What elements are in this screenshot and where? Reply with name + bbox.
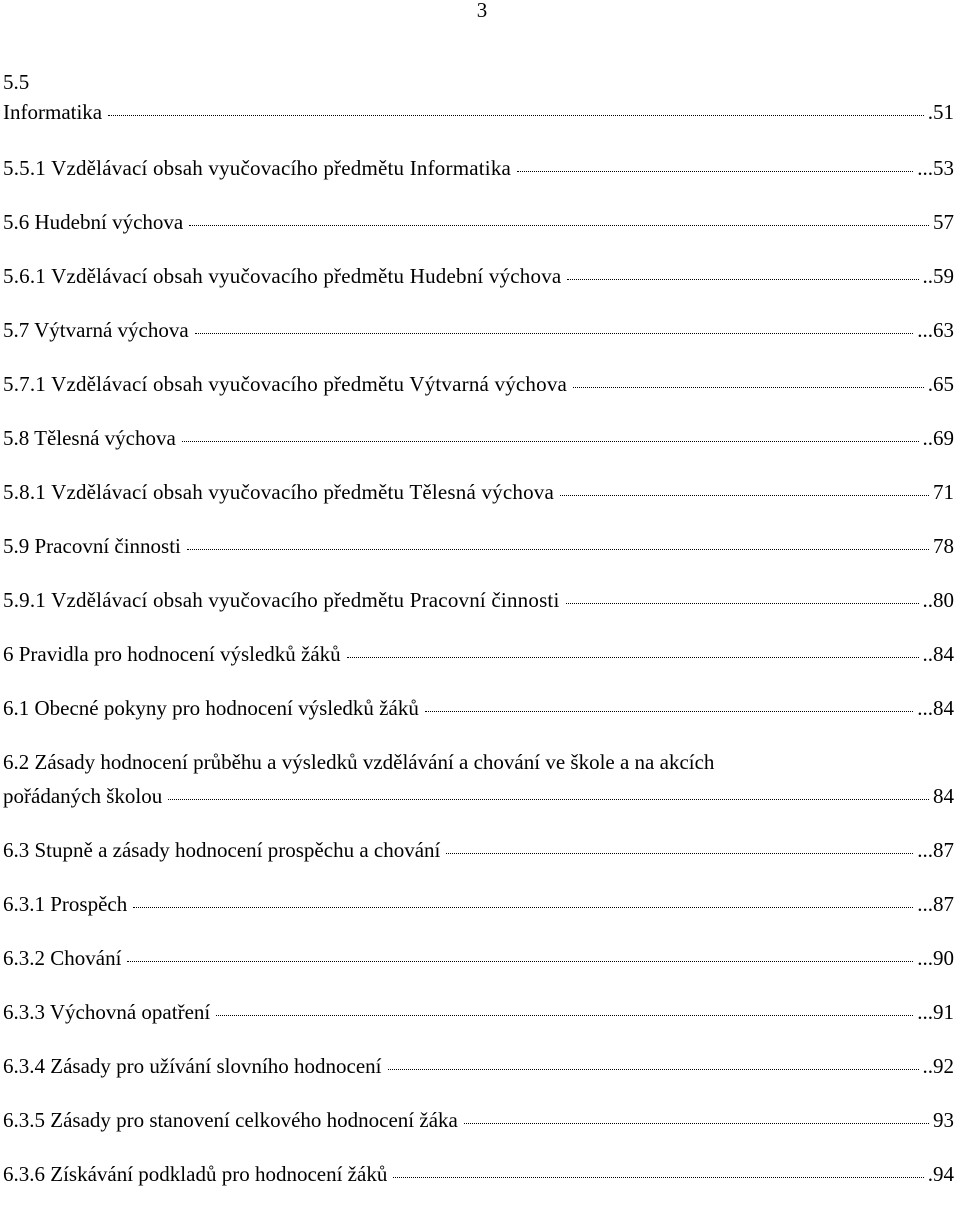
toc-entry-number: 5.8.1 (3, 480, 46, 504)
toc-entry-page: ..80 (922, 588, 954, 612)
toc-entry-number: 6.3.6 (3, 1162, 45, 1186)
toc-entry-title: Zásady hodnocení průběhu a výsledků vzdělávání a chování ve škole a na akcích (34, 750, 715, 774)
toc-entry-number: 5.5 (3, 70, 30, 94)
toc-entry[interactable] (3, 1108, 954, 1162)
toc-entry-page: ...84 (917, 696, 954, 720)
toc-entry-page: ..59 (922, 264, 954, 288)
toc-leader (216, 1015, 913, 1016)
toc-entry-page: ...90 (917, 946, 954, 970)
toc-entry-number: 5.8 (3, 426, 30, 450)
toc-entry-number: 5.6 (3, 210, 30, 234)
toc-entry-number: 6.3.5 (3, 1108, 45, 1132)
toc-leader (464, 1123, 929, 1124)
toc-entry-number: 6.1 (3, 696, 30, 720)
toc-entry-title: Zásady pro užívání slovního hodnocení (50, 1054, 382, 1078)
toc-entry-title: Pravidla pro hodnocení výsledků žáků (18, 642, 341, 666)
toc-entry[interactable] (3, 534, 954, 588)
toc-entry[interactable] (3, 372, 954, 426)
toc-entry-title: Zásady pro stanovení celkového hodnocení žáka (50, 1108, 458, 1132)
toc-entry-page: ...87 (917, 892, 954, 916)
toc-entry-number: 6.3 (3, 838, 30, 862)
toc-entry-title: Výchovná opatření (49, 1000, 211, 1024)
toc-entry-number: 5.9.1 (3, 588, 46, 612)
toc-entry[interactable] (3, 696, 954, 750)
toc-leader (133, 907, 913, 908)
toc-entry-title: Hudební výchova (34, 210, 184, 234)
toc-entry[interactable] (3, 318, 954, 372)
toc-entry-page: ..69 (922, 426, 954, 450)
toc-entry[interactable] (3, 946, 954, 1000)
toc-entry[interactable] (3, 750, 954, 808)
toc-leader (189, 225, 929, 226)
toc-entry[interactable] (3, 156, 954, 210)
toc-entry-number: 6.3.4 (3, 1054, 45, 1078)
toc-entry[interactable] (3, 264, 954, 318)
toc-entry-title: Prospěch (50, 892, 128, 916)
page-number: 3 (476, 0, 488, 22)
toc-leader (446, 853, 913, 854)
toc-entry-page: ...53 (917, 156, 954, 180)
toc-entry-number: 6.2 (3, 750, 30, 774)
toc-entry-title: Pracovní činnosti (34, 534, 181, 558)
toc-entry-title: Tělesná výchova (34, 426, 176, 450)
toc-leader (560, 495, 929, 496)
toc-entry-number: 6.3.2 (3, 946, 45, 970)
toc-entry-number: 5.7.1 (3, 372, 46, 396)
toc-entry-page: 93 (933, 1108, 954, 1132)
toc-entry-page: 78 (933, 534, 954, 558)
toc-entry-page: 84 (933, 784, 954, 808)
toc-entry[interactable] (3, 1000, 954, 1054)
toc-entry[interactable] (3, 642, 954, 696)
toc-entry-title: Informatika (3, 100, 103, 124)
toc-leader (187, 549, 929, 550)
toc-leader (108, 115, 924, 116)
toc-entry[interactable] (3, 426, 954, 480)
toc-leader (566, 603, 919, 604)
toc-leader (195, 333, 914, 334)
toc-entry[interactable] (3, 892, 954, 946)
toc-entry-page: .65 (927, 372, 954, 396)
toc-leader (393, 1177, 923, 1178)
toc-leader (168, 799, 929, 800)
table-of-contents (3, 70, 954, 1216)
toc-entry-title: Vzdělávací obsah vyučovacího předmětu Pracovní činnosti (51, 588, 560, 612)
toc-entry-number: 5.6.1 (3, 264, 46, 288)
toc-leader (567, 279, 918, 280)
toc-entry[interactable] (3, 70, 954, 100)
toc-entry[interactable] (3, 100, 954, 156)
toc-entry-title: Obecné pokyny pro hodnocení výsledků žáků (34, 696, 419, 720)
toc-entry-number: 5.7 (3, 318, 30, 342)
toc-leader (573, 387, 924, 388)
toc-entry-number: 6 (3, 642, 14, 666)
toc-entry-title: Vzdělávací obsah vyučovacího předmětu Výtvarná výchova (51, 372, 568, 396)
toc-entry-title: Vzdělávací obsah vyučovacího předmětu Hudební výchova (51, 264, 562, 288)
toc-leader (182, 441, 919, 442)
toc-entry-page: 71 (933, 480, 954, 504)
toc-entry-title-continued: pořádaných školou (3, 784, 163, 808)
toc-entry-page: ...63 (917, 318, 954, 342)
toc-leader (425, 711, 913, 712)
toc-entry-page: ...87 (917, 838, 954, 862)
toc-leader (388, 1069, 919, 1070)
toc-entry[interactable] (3, 480, 954, 534)
toc-entry[interactable] (3, 838, 954, 892)
toc-entry-number: 6.3.3 (3, 1000, 45, 1024)
toc-entry-number: 6.3.1 (3, 892, 45, 916)
toc-entry-page: ..84 (922, 642, 954, 666)
toc-entry-number: 5.9 (3, 534, 30, 558)
toc-entry[interactable] (3, 588, 954, 642)
toc-entry[interactable] (3, 1054, 954, 1108)
toc-leader (127, 961, 913, 962)
toc-entry-title: Stupně a zásady hodnocení prospěchu a chování (34, 838, 441, 862)
toc-entry-page: .51 (927, 100, 954, 124)
toc-entry-title: Výtvarná výchova (34, 318, 189, 342)
toc-entry[interactable] (3, 210, 954, 264)
toc-leader (347, 657, 919, 658)
toc-entry-page: ..92 (922, 1054, 954, 1078)
toc-entry-title: Vzdělávací obsah vyučovacího předmětu Tělesná výchova (51, 480, 555, 504)
toc-entry-page: 57 (933, 210, 954, 234)
toc-entry-title: Chování (50, 946, 122, 970)
toc-entry-number: 5.5.1 (3, 156, 46, 180)
toc-entry-title: Získávání podkladů pro hodnocení žáků (50, 1162, 388, 1186)
toc-entry-page: .94 (927, 1162, 954, 1186)
toc-entry-title: Vzdělávací obsah vyučovacího předmětu Informatika (51, 156, 512, 180)
toc-entry-page: ...91 (917, 1000, 954, 1024)
toc-leader (517, 171, 913, 172)
